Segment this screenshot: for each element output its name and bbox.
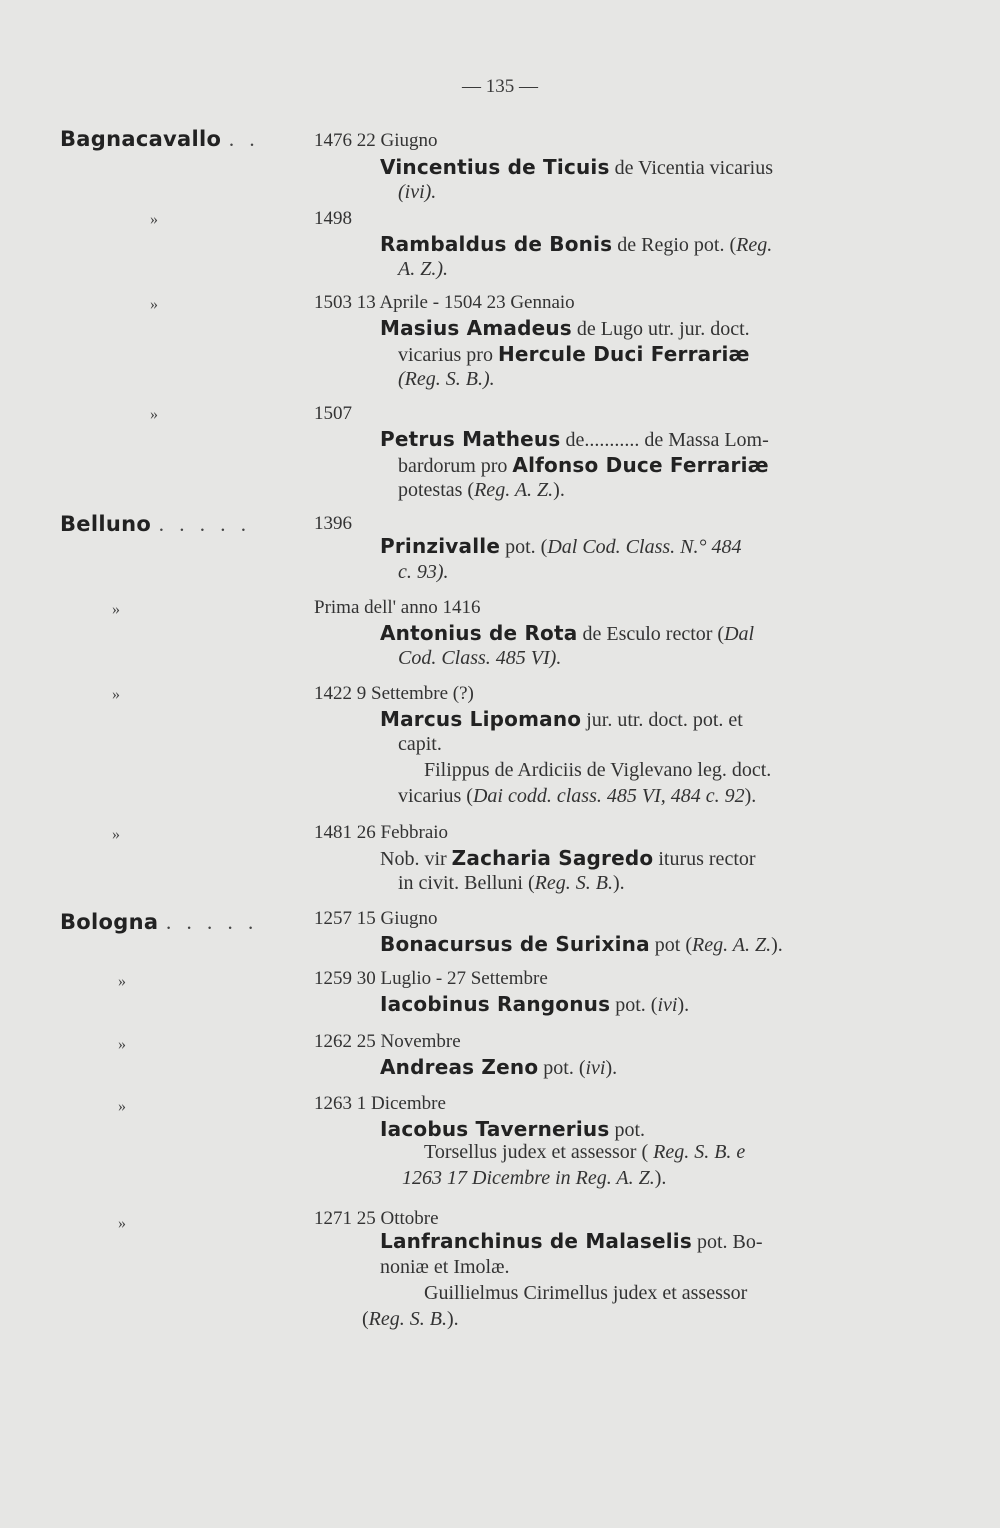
entry-text: pot. ( bbox=[500, 536, 548, 558]
person-name: Andreas Zeno bbox=[380, 1055, 539, 1079]
person-name: Iacobus Tavernerius bbox=[380, 1117, 610, 1141]
entry-text: in civit. Belluni ( bbox=[398, 872, 535, 894]
ditto-mark: » bbox=[112, 826, 120, 843]
citation-text: ivi bbox=[657, 994, 678, 1016]
entry-date: 1476 22 Giugno bbox=[314, 130, 438, 151]
entry-text: de........... de Massa Lom- bbox=[560, 429, 769, 451]
entry-date: Prima dell' anno 1416 bbox=[314, 597, 481, 618]
entry-date: 1257 15 Giugno bbox=[314, 908, 438, 929]
person-name: Rambaldus de Bonis bbox=[380, 232, 613, 256]
entry-text: jur. utr. doct. pot. et bbox=[581, 709, 743, 731]
entry-date: 1271 25 Ottobre bbox=[314, 1208, 439, 1229]
entry-text: pot. ( bbox=[610, 994, 658, 1016]
entry-line bbox=[380, 427, 769, 452]
place-name: Belluno bbox=[60, 512, 152, 536]
entry-date: 1422 9 Settembre (?) bbox=[314, 683, 474, 704]
entry-line bbox=[398, 453, 769, 478]
citation-text: Dai codd. class. 485 VI, 484 c. 92 bbox=[472, 785, 745, 807]
ditto-mark: » bbox=[112, 686, 120, 703]
citation-text: ivi bbox=[585, 1057, 606, 1079]
entry-date: 1498 bbox=[314, 208, 352, 229]
entry-text: bardorum pro bbox=[398, 455, 513, 477]
entry-text: pot. ( bbox=[538, 1057, 586, 1079]
entry-text: de Vicentia vicarius bbox=[609, 157, 773, 179]
place-name: Bologna bbox=[60, 910, 159, 934]
entry-text: de Esculo rector ( bbox=[577, 623, 725, 645]
entry-line bbox=[398, 872, 625, 895]
entry-line bbox=[398, 479, 565, 502]
ditto-mark: » bbox=[118, 1036, 126, 1053]
entry-line bbox=[380, 1229, 763, 1254]
entry-line: A. Z.). bbox=[398, 258, 448, 280]
citation-text: Reg. S. B. bbox=[534, 872, 613, 894]
entry-line bbox=[402, 1167, 666, 1190]
person-name: Bonacursus de Surixina bbox=[380, 932, 650, 956]
entry-line: Guillielmus Cirimellus judex et assessor bbox=[424, 1282, 748, 1304]
entry-text: de Regio pot. ( bbox=[612, 234, 737, 256]
entry-text: pot. bbox=[609, 1119, 646, 1141]
ditto-mark: » bbox=[150, 296, 158, 313]
entry-text: potestas ( bbox=[398, 479, 475, 501]
entry-text: ). bbox=[771, 934, 783, 956]
entry-line bbox=[380, 992, 689, 1017]
person-name: Vincentius de Ticuis bbox=[380, 155, 610, 179]
ditto-mark: » bbox=[112, 601, 120, 618]
entry-line bbox=[380, 1055, 617, 1080]
entry-text: Torsellus judex et assessor ( bbox=[424, 1141, 654, 1163]
entry-line bbox=[424, 1141, 745, 1164]
entry-text: ). bbox=[677, 994, 690, 1016]
entry-date: 1507 bbox=[314, 403, 352, 424]
entry-line bbox=[380, 155, 773, 180]
entry-date: 1259 30 Luglio - 27 Settembre bbox=[314, 968, 548, 989]
entry-text: ). bbox=[654, 1167, 667, 1189]
entry-text: Nob. vir bbox=[380, 848, 452, 870]
ditto-mark: » bbox=[150, 211, 158, 228]
leader-dots: . . . . . bbox=[165, 910, 259, 934]
leader-dots: . . bbox=[228, 127, 260, 151]
page-number: — 135 — bbox=[462, 76, 538, 97]
citation-text: Dal bbox=[724, 623, 755, 645]
entry-date: 1396 bbox=[314, 513, 352, 534]
entry-line: capit. bbox=[398, 733, 442, 755]
entry-line: Filippus de Ardiciis de Viglevano leg. doct. bbox=[424, 759, 772, 781]
entry-text: ). bbox=[744, 785, 757, 807]
person-name: Petrus Matheus bbox=[380, 427, 561, 451]
person-name: Antonius de Rota bbox=[380, 621, 578, 645]
citation-text: 1263 17 Dicembre in Reg. A. Z. bbox=[402, 1167, 655, 1189]
entry-line: (ivi). bbox=[398, 181, 437, 203]
entry-line bbox=[380, 316, 750, 341]
entry-line: c. 93). bbox=[398, 561, 449, 583]
entry-line: noniæ et Imolæ. bbox=[380, 1256, 510, 1278]
ditto-mark: » bbox=[150, 406, 158, 423]
entry-text: ). bbox=[612, 872, 625, 894]
entry-text: de Lugo utr. jur. doct. bbox=[571, 318, 750, 340]
place-heading-belluno bbox=[60, 512, 251, 537]
entry-text: pot ( bbox=[649, 934, 692, 956]
entry-line bbox=[380, 621, 754, 646]
entry-line bbox=[380, 932, 783, 957]
entry-text: iturus rector bbox=[653, 848, 756, 870]
citation-text: Reg. S. B. bbox=[368, 1308, 447, 1330]
person-name: Iacobinus Rangonus bbox=[380, 992, 611, 1016]
person-name: Masius Amadeus bbox=[380, 316, 572, 340]
place-name: Bagnacavallo bbox=[60, 127, 222, 151]
place-heading-bagnacavallo bbox=[60, 127, 260, 152]
person-name: Alfonso Duce Ferrariæ bbox=[512, 453, 769, 477]
ditto-mark: » bbox=[118, 1098, 126, 1115]
entry-date: 1262 25 Novembre bbox=[314, 1031, 461, 1052]
person-name: Lanfranchinus de Malaselis bbox=[380, 1229, 692, 1253]
entry-line bbox=[362, 1308, 459, 1331]
entry-line: Cod. Class. 485 VI). bbox=[398, 647, 562, 669]
entry-date: 1503 13 Aprile - 1504 23 Gennaio bbox=[314, 292, 575, 313]
citation-text: Reg. bbox=[736, 234, 773, 256]
leader-dots: . . . . . bbox=[158, 512, 251, 536]
place-heading-bologna bbox=[60, 910, 258, 935]
entry-text: vicarius pro bbox=[398, 344, 498, 366]
citation-text: Reg. A. Z. bbox=[692, 934, 772, 956]
entry-text: pot. Bo- bbox=[691, 1231, 763, 1253]
entry-text: ). bbox=[605, 1057, 618, 1079]
ditto-mark: » bbox=[118, 973, 126, 990]
entry-text: vicarius ( bbox=[398, 785, 473, 807]
entry-line bbox=[398, 342, 750, 367]
entry-line bbox=[380, 707, 743, 732]
citation-text: Dal Cod. Class. N.° 484 bbox=[547, 536, 742, 558]
person-name: Hercule Duci Ferrariæ bbox=[497, 342, 750, 366]
entry-date: 1481 26 Febbraio bbox=[314, 822, 449, 843]
entry-line bbox=[380, 1117, 645, 1142]
person-name: Prinzivalle bbox=[380, 534, 501, 558]
entry-line bbox=[380, 232, 772, 257]
entry-date: 1263 1 Dicembre bbox=[314, 1093, 446, 1114]
entry-text: ). bbox=[446, 1308, 459, 1330]
entry-text: ). bbox=[553, 479, 565, 501]
citation-text: Reg. S. B. e bbox=[653, 1141, 746, 1163]
citation-text: Reg. A. Z. bbox=[474, 479, 554, 501]
entry-line bbox=[398, 785, 756, 808]
person-name: Marcus Lipomano bbox=[380, 707, 582, 731]
person-name: Zacharia Sagredo bbox=[451, 846, 654, 870]
entry-text: ( bbox=[362, 1308, 369, 1330]
entry-line bbox=[380, 534, 741, 559]
entry-line bbox=[380, 846, 756, 871]
ditto-mark: » bbox=[118, 1215, 126, 1232]
entry-line: (Reg. S. B.). bbox=[398, 368, 495, 390]
